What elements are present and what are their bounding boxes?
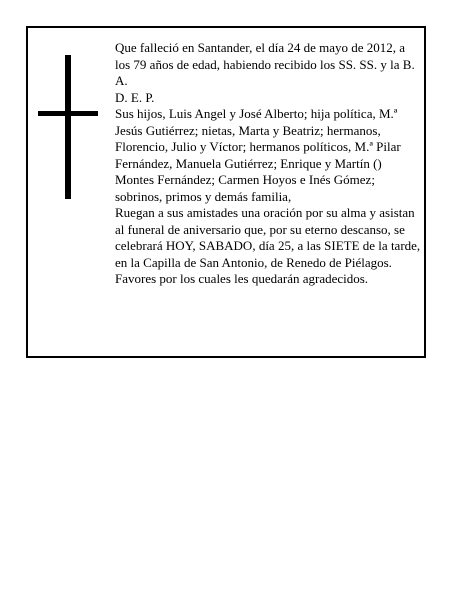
cross-icon <box>38 55 98 199</box>
obituary-notice <box>26 26 426 358</box>
notice-text <box>115 40 423 288</box>
funeral-announcement: Ruegan a sus amistades una oración por su alma y asistan al funeral de aniversario que, por su eterno descanso, se celebrará HOY, SABADO, día 25, a las SIETE de la tarde, en la Capilla de San Antonio, de Renedo de Piélagos. Favores por los cuales les quedarán agradecidos. <box>115 205 421 286</box>
cross-vertical-bar <box>65 55 71 199</box>
rip-line: D. E. P. <box>115 89 155 105</box>
death-statement: Que falleció en Santander, el día 24 de mayo de 2012, a los 79 años de edad, habiendo recibido los SS. SS. y la B. A. <box>115 40 415 88</box>
cross-horizontal-bar <box>38 111 98 116</box>
family-list: Sus hijos, Luis Angel y José Alberto; hija política, M.ª Jesús Gutiérrez; nietas, Marta y Beatriz; hermanos, Florencio, Julio y Víctor; hermanos políticos, M.ª Pilar Fernández, Manuela Gutiérrez; Enrique y Martín () Montes Fernández; Carmen Hoyos e Inés Gómez; sobrinos, primos y demás familia, <box>115 106 401 204</box>
